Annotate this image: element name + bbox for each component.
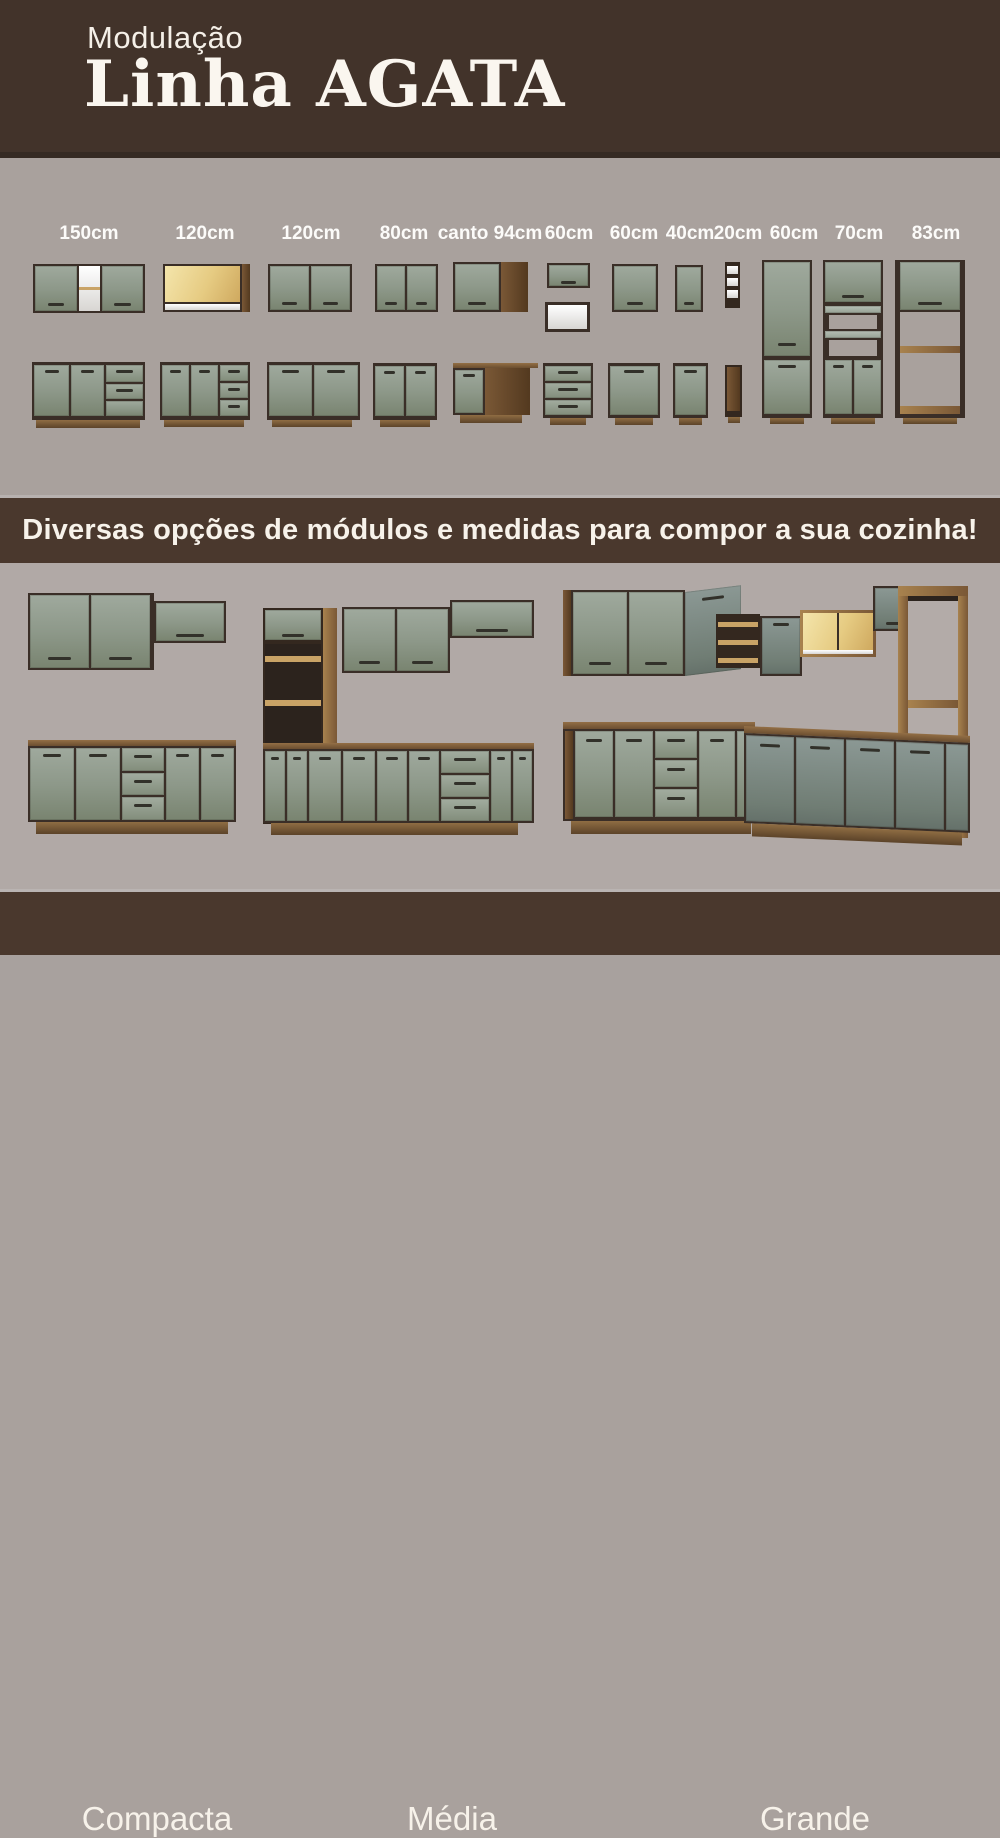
corner-wood-panel <box>485 368 530 415</box>
module-120cm-wall-glass <box>163 264 250 312</box>
wall-cabinet <box>342 607 450 673</box>
cabinet-door <box>762 618 800 674</box>
drawer <box>545 400 591 415</box>
wood-shelf <box>265 700 321 706</box>
cabinet-door <box>71 365 104 416</box>
header-subtitle: Modulação <box>87 20 244 55</box>
module-150cm-base <box>32 362 145 420</box>
drawer <box>220 383 248 398</box>
module-70cm-tall <box>823 260 883 418</box>
cabinet-door <box>677 267 701 310</box>
cabinet-door <box>156 603 224 641</box>
module-label-60cm-c: 60cm <box>769 223 819 244</box>
toe-kick <box>271 823 518 835</box>
drawer <box>441 775 489 797</box>
open-shelf <box>727 266 738 274</box>
module-60cm-wall-short <box>547 263 590 288</box>
module-label-120cm-a: 120cm <box>175 223 235 244</box>
cabinet-door <box>615 731 653 817</box>
cabinet-door <box>91 595 150 668</box>
cabinet-door <box>549 265 588 286</box>
cabinet-door <box>270 266 309 310</box>
tower-shadow <box>908 596 958 601</box>
wall-cabinet <box>450 600 534 638</box>
wall-cabinet <box>154 601 226 643</box>
drawer <box>655 760 697 787</box>
module-80cm-wall <box>375 264 438 312</box>
banner-band <box>0 498 1000 563</box>
module-60cm-open-niche <box>545 302 590 332</box>
cabinet-door <box>269 365 312 416</box>
cabinet-door <box>896 742 944 830</box>
module-60cm2-base <box>608 363 660 418</box>
cabinet-door <box>311 266 350 310</box>
cabinet-panel <box>946 744 968 831</box>
shelf-bar <box>825 306 881 313</box>
narrow-cabinet-front <box>727 367 740 411</box>
light-strip <box>803 650 873 654</box>
cabinet-door <box>76 748 120 820</box>
cabinet-door <box>407 266 436 310</box>
module-label-70cm: 70cm <box>834 223 884 244</box>
wood-shelf <box>718 640 758 645</box>
wall-cabinet <box>760 616 802 676</box>
glass-lit-interior <box>165 266 240 302</box>
cabinet-door <box>614 266 656 310</box>
module-label-80cm: 80cm <box>379 223 429 244</box>
cabinet-door <box>796 737 844 825</box>
toe-kick <box>679 418 702 425</box>
corner-wood-panel <box>501 262 528 312</box>
cabinet-door <box>491 751 511 821</box>
toe-kick <box>831 418 875 424</box>
cabinet-door <box>573 592 627 674</box>
wood-shelf <box>908 700 958 708</box>
cabinet-door <box>629 592 683 674</box>
drawer <box>545 366 591 381</box>
cabinet-door <box>314 365 358 416</box>
open-shelf <box>727 290 738 298</box>
footer-band <box>0 892 1000 1837</box>
cabinet-door <box>409 751 439 821</box>
base-cabinet <box>28 746 236 822</box>
toe-kick <box>903 418 957 424</box>
drawer <box>655 731 697 758</box>
module-20cm-base <box>725 365 742 417</box>
kitchen-label-grande: Grande <box>759 1800 871 1837</box>
module-label-60cm-b: 60cm <box>609 223 659 244</box>
drawer <box>220 400 248 416</box>
drawer <box>122 797 164 820</box>
drawer <box>122 773 164 795</box>
cabinet-door <box>30 748 74 820</box>
toe-kick <box>770 418 804 424</box>
kitchen-label-media: Média <box>407 1800 497 1837</box>
module-label-60cm-a: 60cm <box>544 223 594 244</box>
cabinet-door <box>455 370 483 413</box>
toe-kick <box>380 420 430 427</box>
cabinet-door <box>825 262 881 302</box>
wood-shelf <box>718 622 758 627</box>
drawer <box>106 384 143 399</box>
toe-kick <box>36 420 140 428</box>
drawer <box>122 748 164 771</box>
cabinet-door <box>309 751 341 821</box>
cabinet-door <box>397 609 448 671</box>
open-niche <box>829 340 877 356</box>
banner-text: Diversas opções de módulos e medidas para compor a sua cozinha! <box>22 514 978 546</box>
cabinet-door <box>35 266 77 311</box>
cabinet-door <box>377 266 405 310</box>
module-60cm-tall <box>762 260 812 418</box>
open-shelf <box>727 278 738 286</box>
bottom-strip <box>0 955 1000 1000</box>
glass-door-divider <box>837 613 839 650</box>
open-niche <box>829 315 877 329</box>
tower-top-bar <box>898 586 968 596</box>
wood-shelf <box>79 287 100 290</box>
drawer <box>441 799 489 821</box>
toe-kick <box>272 420 352 427</box>
cabinet-door <box>513 751 532 821</box>
cabinet-door <box>166 748 199 820</box>
drawer <box>655 789 697 817</box>
cabinet-door <box>575 731 613 817</box>
module-label-83cm: 83cm <box>911 223 961 244</box>
module-80cm-base <box>373 363 437 420</box>
cabinet-door <box>764 262 810 356</box>
shelf-bar <box>825 331 881 338</box>
drawer <box>441 751 489 773</box>
base-cabinet <box>263 749 534 823</box>
cabinet-door <box>377 751 407 821</box>
cabinet-door <box>162 365 189 416</box>
wall-cabinet <box>28 593 154 670</box>
module-120cm2-wall <box>268 264 352 312</box>
wood-side-panel <box>563 590 571 676</box>
wood-shelf <box>718 658 758 663</box>
module-83cm-tall <box>895 260 965 418</box>
toe-kick <box>615 418 653 425</box>
module-canto-wall <box>453 262 528 312</box>
toe-kick <box>460 415 522 423</box>
wall-cabinet <box>571 590 685 676</box>
cabinet-door <box>201 748 234 820</box>
module-label-120cm-b: 120cm <box>281 223 341 244</box>
wood-side-panel <box>565 731 573 819</box>
cabinet-door <box>344 609 395 671</box>
toe-kick <box>164 420 244 427</box>
module-150cm-wall <box>33 264 145 313</box>
cabinet-door <box>610 366 658 415</box>
module-40cm-wall <box>675 265 703 312</box>
cabinet-door <box>452 602 532 636</box>
module-120cm2-base <box>267 362 360 420</box>
toe-kick <box>571 821 751 834</box>
header-band <box>0 0 1000 152</box>
cabinet-door <box>30 595 89 668</box>
wood-shelf <box>900 406 960 414</box>
module-label-canto: canto 94cm <box>437 223 543 244</box>
cabinet-door <box>846 739 894 827</box>
base-cabinet <box>563 729 755 821</box>
cabinet-panel <box>106 401 143 416</box>
cabinet-door <box>265 610 321 640</box>
cabinet-door <box>746 735 794 823</box>
kitchen-label-compacta: Compacta <box>81 1800 233 1837</box>
cabinet-door <box>406 366 435 416</box>
module-label-40cm: 40cm <box>665 223 715 244</box>
corner-open-shelves <box>716 614 760 668</box>
base-cabinet-right-run <box>744 726 970 848</box>
countertop <box>563 722 755 729</box>
cabinet-door <box>825 360 852 414</box>
cabinet-door <box>343 751 375 821</box>
module-120cm-base <box>160 362 250 420</box>
cabinet-door <box>102 266 143 311</box>
drawer <box>545 383 591 398</box>
module-60cm-drawer-base <box>543 363 593 418</box>
base-cabinet <box>744 733 970 833</box>
cabinet-door <box>265 751 285 821</box>
cabinet-door <box>900 262 960 310</box>
module-40cm-base <box>673 363 708 418</box>
open-niche <box>548 305 587 329</box>
page-title: Linha AGATA <box>84 47 566 122</box>
module-label-20cm: 20cm <box>713 223 763 244</box>
wood-shelf <box>900 346 960 353</box>
cabinet-door <box>699 731 735 817</box>
cabinet-door <box>675 366 706 415</box>
drawer <box>220 365 248 381</box>
cabinet-door <box>375 366 404 416</box>
module-label-150cm: 150cm <box>59 223 119 244</box>
toe-kick <box>550 418 586 425</box>
drawer <box>106 365 143 382</box>
cabinet-door <box>455 264 499 310</box>
module-canto-base <box>453 368 530 415</box>
toe-kick <box>728 417 740 423</box>
cabinet-door <box>854 360 881 414</box>
wood-side-panel <box>242 264 250 312</box>
open-frame <box>900 312 960 406</box>
toe-kick <box>36 822 228 834</box>
cabinet-door <box>191 365 218 416</box>
cabinet-door <box>34 365 69 416</box>
open-shelf <box>165 304 240 310</box>
cabinet-door <box>764 360 810 414</box>
wood-shelf <box>265 656 321 662</box>
module-60cm2-wall <box>612 264 658 312</box>
cabinet-door <box>287 751 307 821</box>
module-20cm-wall-shelves <box>725 262 740 308</box>
